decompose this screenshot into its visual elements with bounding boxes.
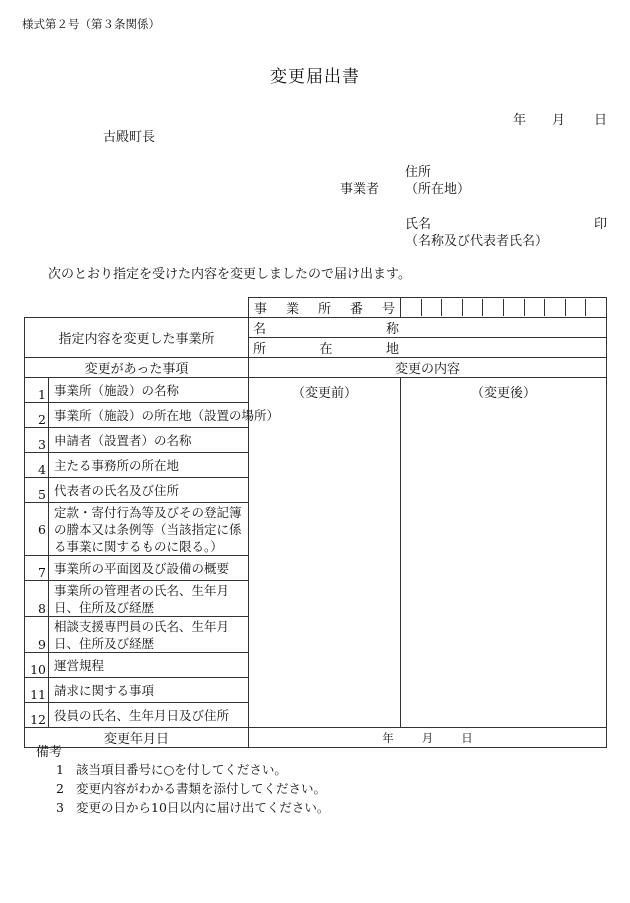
after-header: （変更後）	[470, 386, 536, 401]
table-row: 10 運営規程	[25, 653, 607, 678]
note-item: 2 変更内容がわかる書類を添付してください。	[56, 781, 327, 796]
table-row: 4 主たる事務所の所在地	[25, 453, 607, 478]
table-row: 12 役員の氏名、生年月日及び住所	[25, 703, 607, 728]
date-day-label: 日	[594, 113, 608, 128]
table-row: 3 申請者（設置者）の名称	[25, 428, 607, 453]
change-form-table	[24, 297, 607, 748]
change-date-label: 変更年月日	[25, 728, 249, 748]
table-row: 1 事業所（施設）の名称 （変更前） （変更後）	[25, 378, 607, 403]
blank-corner	[25, 298, 249, 318]
note-item: 3 変更の日から10日以内に届け出てください。	[56, 800, 330, 815]
date-year-label: 年	[513, 113, 527, 128]
table-row: 9 相談支援専門員の氏名、生年月日、住所及び経歴	[25, 617, 607, 653]
address-label: 住所	[405, 165, 432, 180]
table-row: 6 定款・寄付行為等及びその登記簿の謄本又は条例等（当該指定に係る事業に関するものに限る。）	[25, 503, 607, 556]
before-column[interactable]	[249, 378, 401, 728]
change-date-row	[25, 728, 607, 748]
office-name-row	[25, 318, 607, 338]
intro-text: 次のとおり指定を受けた内容を変更しましたので届け出ます。	[48, 267, 411, 282]
table-row: 2 事業所（施設）の所在地（設置の場所）	[25, 403, 607, 428]
table-row: 7 事業所の平面図及び設備の概要	[25, 556, 607, 581]
office-number-input[interactable]	[401, 298, 607, 318]
change-date-field[interactable]: 年 月 日	[249, 728, 607, 748]
name-label: 氏名	[405, 217, 432, 232]
applicant-label: 事業者	[340, 182, 380, 197]
note-item: 1 該当項目番号に○を付してください。	[56, 762, 287, 777]
office-name-cell[interactable]: 名 称	[249, 318, 607, 338]
table-row: 5 代表者の氏名及び住所	[25, 478, 607, 503]
office-location-cell[interactable]: 所 在 地	[249, 338, 607, 358]
table-header-row	[25, 358, 607, 378]
page-title: 変更届出書	[270, 67, 360, 87]
date-month-label: 月	[552, 113, 566, 128]
addressee: 古殿町長	[103, 130, 156, 145]
office-number-row	[25, 298, 607, 318]
address-sub-label: （所在地）	[405, 182, 471, 197]
form-number-label: 様式第２号（第３条関係）	[22, 17, 160, 31]
table-row: 8 事業所の管理者の氏名、生年月日、住所及び経歴	[25, 581, 607, 617]
office-number-label-cell: 事 業 所 番 号	[249, 298, 401, 318]
seal-mark: 印	[594, 217, 608, 232]
name-sub-label: （名称及び代表者氏名）	[405, 234, 549, 249]
notes-title: 備考	[36, 745, 63, 760]
content-header: 変更の内容	[249, 358, 607, 378]
before-header: （変更前）	[291, 386, 357, 401]
table-row: 11 請求に関する事項	[25, 678, 607, 703]
office-label: 指定内容を変更した事業所	[25, 318, 249, 358]
items-header: 変更があった事項	[25, 358, 249, 378]
after-column[interactable]	[401, 378, 607, 728]
